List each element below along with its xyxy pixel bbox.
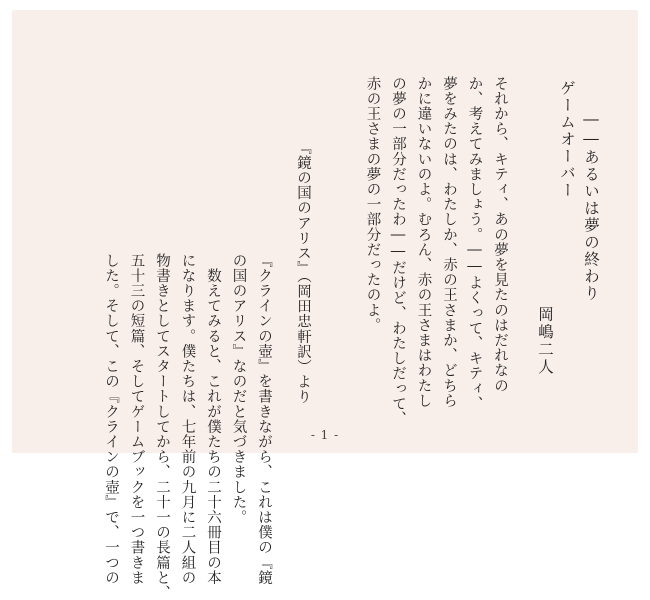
epigraph bbox=[359, 76, 512, 426]
epigraph-line: 夢をみたのは、わたしか、赤の王さまか、どちら bbox=[441, 76, 457, 409]
author-name: 岡嶋二人 bbox=[536, 306, 554, 376]
body-line: 五十三の短篇、そしてゲームブックを一つ書きま bbox=[128, 253, 145, 586]
body-line: 物書きとしてスタートしてから、二十一の長篇と、 bbox=[154, 253, 170, 600]
book-page bbox=[12, 10, 638, 600]
epigraph-line: かに違いないのよ。むろん、赤の王さまはわたし bbox=[415, 76, 432, 409]
body-line: した。そして、この『クラインの壺』で、一つの bbox=[103, 253, 119, 586]
epigraph-line: か、考えてみましょう。――よくって、キティ、 bbox=[466, 76, 483, 412]
body-text bbox=[98, 253, 277, 600]
story-title: ゲームオーバー bbox=[558, 80, 576, 199]
body-line: になります。僕たちは、七年前の九月に二人組の bbox=[179, 253, 196, 586]
epigraph-line: それから、キティ、あの夢を見たのはだれなの bbox=[492, 76, 508, 394]
page-number: - 1 - bbox=[310, 428, 340, 442]
story-subtitle: ――あるいは夢の終わり bbox=[582, 110, 600, 302]
body-line: 数えてみると、これが僕たちの二十六冊目の本 bbox=[205, 253, 221, 586]
epigraph-source: 『鏡の国のアリス』（岡田忠軒訳）より bbox=[295, 140, 311, 405]
body-line: の国のアリス』なのだと気づきました。 bbox=[230, 253, 247, 525]
body-line: 『クラインの壺』を書きながら、これは僕の『鏡 bbox=[256, 253, 272, 586]
epigraph-line: 赤の王さまの夢の一部分だったのよ。 bbox=[364, 76, 381, 333]
epigraph-line: の夢の一部分だったわ――だけど、わたしだって、 bbox=[390, 76, 406, 427]
